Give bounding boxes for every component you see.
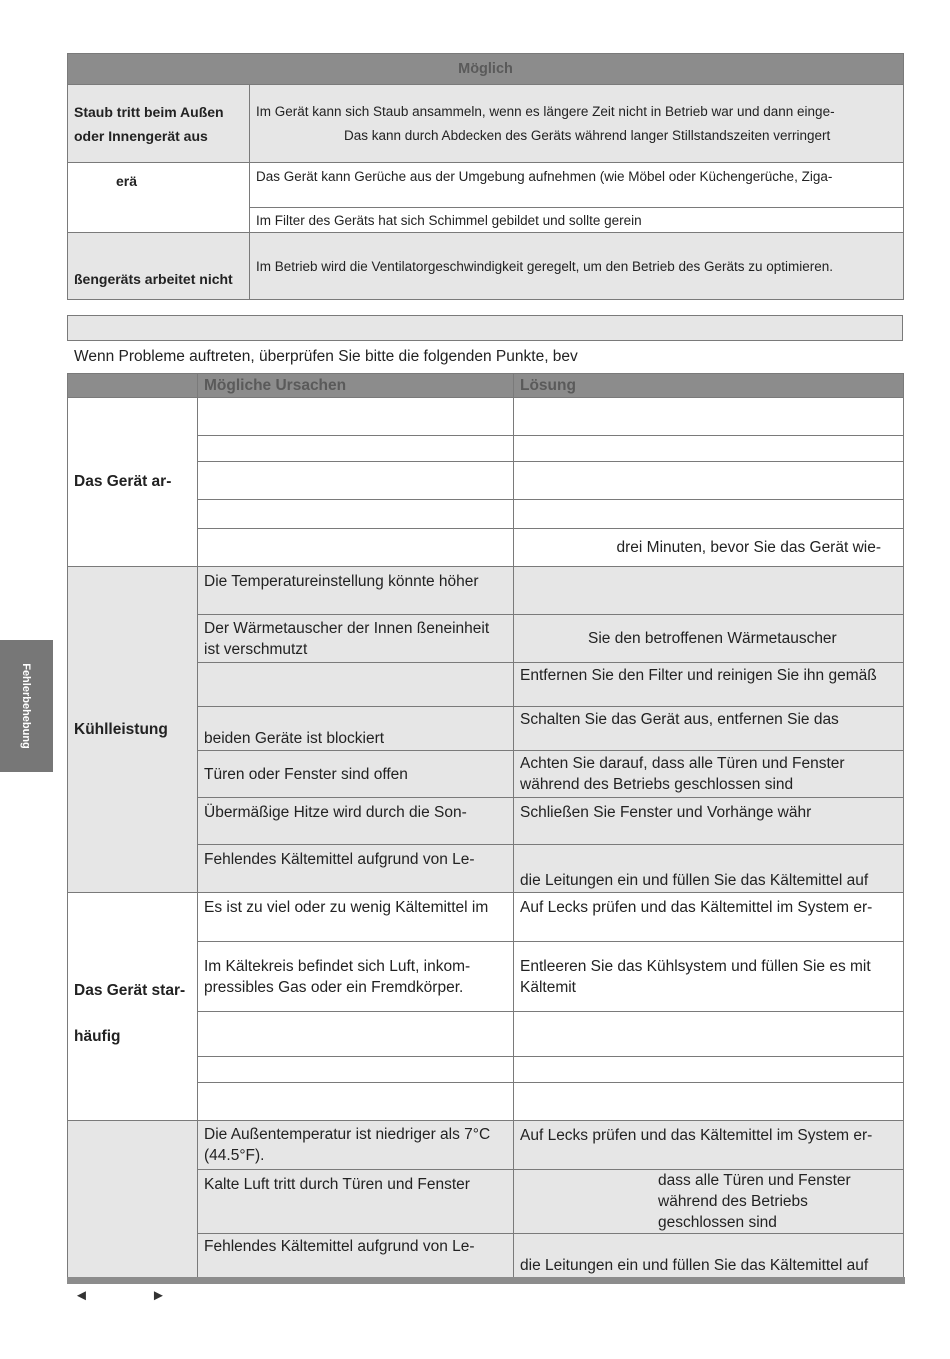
cause-cell: Kalte Luft tritt durch Türen und Fenster	[198, 1170, 514, 1234]
row-label: ßengeräts arbeitet nicht	[68, 233, 250, 300]
row-text: Im Betrieb wird die Ventilatorgeschwindigkeit geregelt, um den Betrieb des Geräts zu optimieren.	[250, 233, 904, 300]
cause-cell: Der Wärmetauscher der Innen ßeneinheit ist verschmutzt	[198, 615, 514, 663]
troubleshooting-table	[67, 373, 904, 1278]
cause-cell	[198, 462, 514, 500]
cause-cell	[198, 1083, 514, 1121]
cause-cell	[198, 436, 514, 462]
problem-label: Kühlleistung	[68, 567, 198, 893]
solution-cell	[514, 462, 904, 500]
problem-label: Das Gerät ar-	[68, 398, 198, 567]
cause-cell: Fehlendes Kältemittel aufgrund von Le-	[198, 845, 514, 893]
solution-cell: Schließen Sie Fenster und Vorhänge währ	[514, 798, 904, 845]
possible-causes-table	[67, 53, 904, 300]
problem-label-line: Das Gerät star-	[74, 982, 186, 999]
cause-cell	[198, 1012, 514, 1057]
solution-cell: die Leitungen ein und füllen Sie das Kältemittel auf	[514, 845, 904, 893]
problem-label	[68, 893, 198, 1121]
solution-line: dass alle Türen und Fenster während des Betriebs geschlossen sind	[658, 1172, 851, 1231]
cause-cell: Türen oder Fenster sind offen	[198, 751, 514, 798]
cause-cell: Fehlendes Kältemittel aufgrund von Le-	[198, 1234, 514, 1278]
solution-cell: Entleeren Sie das Kühlsystem und füllen Sie es mit Kältemit	[514, 942, 904, 1012]
row-label: erä	[68, 163, 250, 233]
cause-cell: Die Außentemperatur ist niedriger als 7°C (44.5°F).	[198, 1121, 514, 1170]
cause-cell	[198, 529, 514, 567]
side-tab	[0, 640, 53, 772]
problem-label-line: häufig	[74, 1028, 121, 1045]
footer-bar	[67, 1277, 905, 1284]
solution-cell	[514, 1012, 904, 1057]
cause-cell	[198, 663, 514, 707]
row-text: Im Gerät kann sich Staub ansammeln, wenn es längere Zeit nicht in Betrieb war und dann einge-	[256, 103, 835, 119]
solution-cell	[514, 1170, 904, 1234]
problem-label	[68, 1121, 198, 1278]
solution-cell: Auf Lecks prüfen und das Kältemittel im System er-	[514, 893, 904, 942]
table-header: Möglich	[68, 54, 904, 85]
solution-cell: die Leitungen ein und füllen Sie das Kältemittel auf	[514, 1234, 904, 1278]
cause-cell: Es ist zu viel oder zu wenig Kältemittel im	[198, 893, 514, 942]
cause-cell: beiden Geräte ist blockiert	[198, 707, 514, 751]
row-text: Das kann durch Abdecken des Geräts während langer Stillstandszeiten verringert	[344, 127, 831, 143]
solution-cell: Schalten Sie das Gerät aus, entfernen Sie das	[514, 707, 904, 751]
solution-cell	[514, 567, 904, 615]
solution-cell	[514, 1057, 904, 1083]
row-text: Das Gerät kann Gerüche aus der Umgebung aufnehmen (wie Möbel oder Küchengerüche, Ziga-	[250, 163, 904, 208]
cause-cell	[198, 1057, 514, 1083]
header-solution: Lösung	[514, 374, 904, 398]
solution-cell	[514, 436, 904, 462]
solution-cell	[514, 500, 904, 529]
solution-cell	[514, 398, 904, 436]
header-problem	[68, 374, 198, 398]
header-causes: Mögliche Ursachen	[198, 374, 514, 398]
solution-cell: Entfernen Sie den Filter und reinigen Sie ihn gemäß	[514, 663, 904, 707]
cause-cell	[198, 398, 514, 436]
solution-cell: Auf Lecks prüfen und das Kältemittel im System er-	[514, 1121, 904, 1170]
prev-page-arrow-icon[interactable]: ◄	[74, 1287, 89, 1304]
side-tab-label: Fehlerbehebung	[20, 663, 32, 749]
solution-cell: Sie den betroffenen Wärmetauscher	[514, 615, 904, 663]
cause-cell: Im Kältekreis befindet sich Luft, inkom-pressibles Gas oder ein Fremdkörper.	[198, 942, 514, 1012]
solution-cell: drei Minuten, bevor Sie das Gerät wie-	[514, 529, 904, 567]
row-text: Im Filter des Geräts hat sich Schimmel gebildet und sollte gerein	[250, 208, 904, 233]
next-page-arrow-icon[interactable]: ►	[151, 1287, 166, 1304]
row-label: Staub tritt beim Außen oder Innengerät aus	[68, 85, 250, 163]
solution-cell: Achten Sie darauf, dass alle Türen und Fenster während des Betriebs geschlossen sind	[514, 751, 904, 798]
cause-cell	[198, 500, 514, 529]
cause-cell: Die Temperatureinstellung könnte höher	[198, 567, 514, 615]
section-heading-bar	[67, 315, 903, 341]
intro-text: Wenn Probleme auftreten, überprüfen Sie bitte die folgenden Punkte, bev	[74, 348, 578, 365]
cause-cell: Übermäßige Hitze wird durch die Son-	[198, 798, 514, 845]
solution-cell	[514, 1083, 904, 1121]
